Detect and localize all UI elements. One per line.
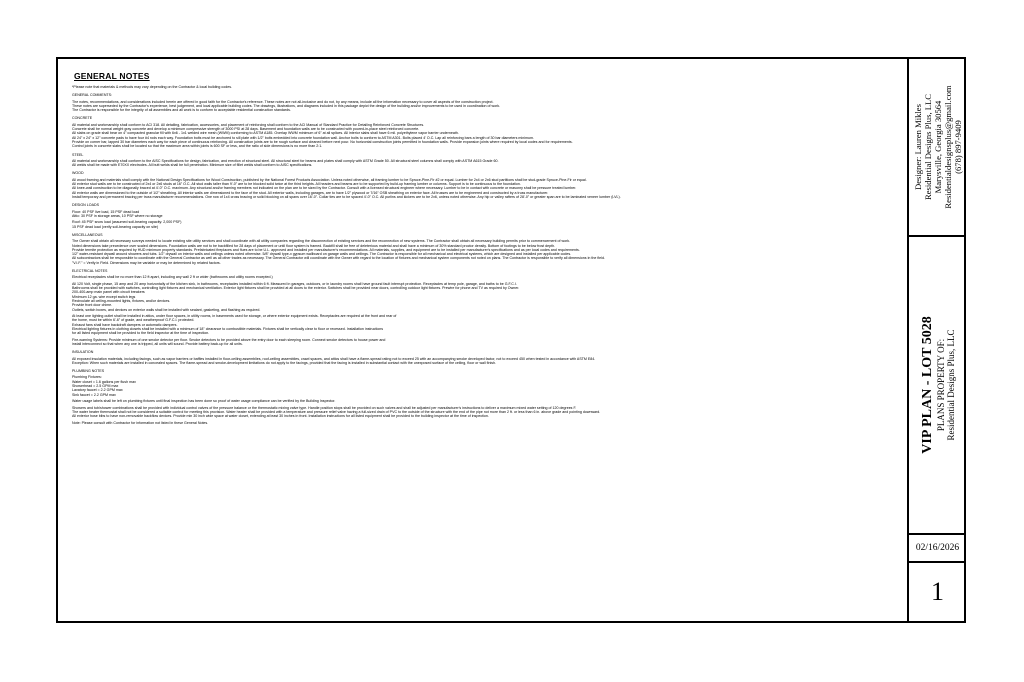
section-paragraph: Fire-warning Systems: Provide minimum of one smoke detector per floor. Smoke detectors to be provided above the entry door to each sleeping room. Connect smoke detectors to house power and install interconnect so that when any one is tripped, all units will sound. Provide battery back-up for all units.	[72, 337, 386, 346]
designer-phone: (678) 897-9409	[952, 120, 963, 174]
property-label: PLANS PROPERTY OF:	[935, 338, 946, 432]
section-paragraph: All material and workmanship shall conform to the AISC Specifications for design, fabrication, and erection of structural steel. All structural steel for beams and plates shall comply with ASTM Grade 50. All structural steel columns shall comply with ASTM A615 Grade 60. All welds shall be made with E70XX electrodes. All butt welds shall be full penetration. Minimum size of fillet welds shall conform to AISC specifications.	[72, 158, 499, 168]
plan-title-cell	[909, 237, 966, 535]
notes-title: GENERAL NOTES	[74, 71, 150, 81]
property-owner: Residential Designs Plus, LLC	[945, 329, 956, 441]
section-paragraph: All material and workmanship shall conform to ACI 318. All detailing, fabrication, accessories, and placement of reinforcing shall conform to the ACI Manual of Standard Practice for Detailing Reinforced Concrete Structures. Concrete shall be normal weight gray concrete and develop a minimum compressive strength of 3000 PSI at 28 days. Basement and foundation walls are to be constructed with poured-in-place steel reinforced concrete. All slabs on grade shall bear on 4" compacted granular fill with 6x6 - 1x1 welded wire mesh (WWM) conforming to ASTM A185. Overlap WWM minimum of 6" at all splices. All interior slabs shall have 6 mil. polyethylene vapor barrier underneath. All 24" x 24" x 12" concrete pads to have four #4 rods each way. Foundation bolts must be anchored to sill plate with 1/2" bolts embedded into concrete foundation wall. Anchor bolts to conform to ASTM A301. Bolts placed 4' O.C. Lap all reinforcing bars a length of 30 bar diameters minimum. Provide on corner bar, lapped 30 bar diameters each way for each piece of continuous reinforcing. All construction joints are to be rough surface and cleaned before next pour. No horizontal construction joints permitted in foundation walls. Provide expansion joints where required by local codes and for requirements. Control joints in concrete slabs shall be located so that the maximum area within joints is 600 SF or less, and the ratio of side dimensions is no more than 2:1.	[72, 122, 573, 149]
section-paragraph: Floor: 40 PSF live load, 15 PSF dead load Attic: 30 PSF in storage areas, 10 PSF where no storage	[72, 209, 163, 218]
section-paragraph: Showers and tub/shower combinations shall be provided with individual control valves of the pressure balance or the thermostatic mixing valve type. Handle position stops shall be provided on such valves and shall be adjusted per manufacturer's instructions to deliver a maximum mixed water setting of 120 degrees F. The water heater thermostat shall not be considered a suitable control for meeting this provision. Water heater shall be provided with a temperature and pressure relief valve having a full-sized drain of PVC to the outside of the structure with the end of the pipe not more than 2 ft. or less than 6 in. above grade and pointing downward. All exterior hose bibs to have non-removable backflow devices. Provide min 30 inch wide space at water closet, extending at least 30 inches in front. Installation instructions for all listed equipment shall be provided to the building inspector at the time of inspection.	[72, 405, 601, 419]
plan-title: VIP PLAN - LOT 5028	[919, 316, 935, 454]
plan-date: 02/16/2026	[915, 543, 960, 553]
section-heading: WOOD	[72, 171, 84, 176]
general-notes	[72, 71, 902, 616]
section-heading: DESIGN LOADS	[72, 203, 99, 208]
notes-sections	[72, 93, 902, 425]
section-paragraph: All wood framing and materials shall comply with the National Design Specifications for Wood Construction, published by the National Forest Products Association. Unless noted otherwise, all framing lumber to be Spruce-Pine-Fir #2 or equal. Lumber for 2x4 or 2x6 stud partitions shall be stud-grade Spruce-Pine-Fir or equal. All exterior stud walls are to be constructed of 2x4 or 2x6 studs at 16" O.C. All stud walls taller than 9'-0" are to be blocked solid twice at the third heights. All headers and beams are to be supported by build-up framing lumber or columns. Support is to be continuous to the foundation. All knee-wall construction to be diagonally braced at 4'-0" O.C. maximum. Any structural and/or framing members not indicated on the plan are to be sized by the Contractor. Consult with a licensed structural engineer where necessary. Lumber to be in contact with concrete or masonry shall be pressure treated lumber. All exterior walls are dimensioned to the outside of 1/2" sheathing. All interior walls are dimensioned to the face of the stud. All exterior walls, including garages, are to have 1/2" plywood or 7/16" OSB sheathing on exterior face. All trusses are to be engineered and constructed by a truss manufacturer. Install temporary and permanent bracing per truss manufacturer recommendations. One row of 1x4 cross bracing or solid blocking on all spans over 16'-0". Collar ties are to be spaced 4'-0" O.C. All purlins and kickers are to be 2x6, unless noted otherwise. Any hip or valley rafters of 28'-0" or greater span are to be laminated veneer lumber (LVL).	[72, 177, 621, 199]
section-paragraph: All exposed insulation materials, including facings, such as vapor barriers or baffles installed in floor-ceiling assemblies, roof-ceiling assemblies, crawl spaces, and attics shall have a flame-spread rating not to exceed 25 with an accompanying smoke developed factor, not to exceed 450 when tested in accordance with ASTM E84. Exception: When such materials are installed in concealed spaces. The flame-spread and smoke-development limitations do not apply to the facings, provided that the facing is installed in substantial contact with the unexposed surface of the ceiling, floor or wall finish.	[72, 356, 596, 365]
section-paragraph: Water usage labels shall be left on plumbing fixtures until final inspection has been done so proof of water usage compliance can be verified by the Building Inspector.	[72, 399, 336, 404]
designer-cell	[909, 59, 966, 237]
plan-title-block	[920, 316, 956, 453]
date-cell	[909, 535, 966, 563]
designer-name: Designer: Lauren Mikles	[912, 104, 923, 190]
section-heading: STEEL	[72, 152, 84, 157]
sheet-number-cell	[909, 563, 966, 621]
title-block	[907, 59, 966, 621]
section-paragraph: The notes, recommendations, and considerations included herein are offered in good faith for the Contractor's reference. These notes are not all-inclusive and do not, by any means, include all the information necessary to cover all aspects of the construction project. These notes are superseded by the Contractor's experience, best judgement, and local applicable building codes. The drawings, illustrations, and diagrams included in this package depict the design of the building and/or improvements to be used in coordination of work. The Contractor is responsible for the integrity of all assemblies and all work is to conform to acceptable residential construction standards.	[72, 99, 501, 113]
section-paragraph: The Owner shall obtain all necessary surveys needed to locate existing site utility services and shall coordinate with all utility companies regarding the disconnection of existing services and the reconnection of new systems. The Contractor shall obtain all necessary building permits prior to commencement of work. Noted dimensions take precedence over scaled dimensions. Foundation walls are not to be backfilled for 28 days of placement or until floor system is framed. Backfill shall be free of deleterious material and shall have a minimum of 30% standard proctor density. Bottom of footings to be below frost depth. Provide termite protection as required by HUD minimum property standards. Prefabricated fireplaces and flues are to be U.L. approved and installed per manufacturer's recommendations. All materials, supplies, and equipment are to be installed per manufacturer's specifications and as per local codes and requirements. 1/2" water-resistant drywall around showers and tubs. 1/2" drywall on interior walls and ceilings unless noted otherwise. 5/8" drywall type-x gypsum wallboard on garage walls and ceilings. The Contractor is responsible for all mechanical and electrical systems, which are designed and installed per applicable codes. All subcontractors shall be responsible to coordinate with the General Contractor as well as all other trades as necessary. The General Contractor will coordinate with the Owner with regard to the location of fixtures and mechanical system components not noted on plans. The Contractor is responsible to verify all dimensions in the field. "V.I.F." = Verify in Field. Dimensions may be variable or may be determined by related factors.	[72, 239, 605, 265]
section-heading: ELECTRICAL NOTES	[72, 268, 108, 273]
drawing-sheet	[56, 57, 966, 623]
section-heading: CONCRETE	[72, 116, 93, 121]
section-paragraph: Note: Please consult with Contractor for information not listed in these General Notes.	[72, 420, 209, 425]
designer-email: Residentialdesignsplus@gmail.com	[942, 85, 953, 209]
designer-info	[913, 85, 963, 208]
section-paragraph: Plumbing Fixtures: Water closet = 1.6 gallons per flush max Showerhead = 2.5 GPM max Lavatory faucet = 2.2 GPM max Sink faucet = 2.2 GPM max	[72, 375, 136, 397]
intro-note: *Please note that materials & methods may vary depending on the Contractor & local building codes.	[72, 85, 233, 89]
section-heading: INSULATION	[72, 350, 94, 355]
section-heading: GENERAL COMMENTS:	[72, 93, 113, 98]
section-heading: PLUMBING NOTES	[72, 369, 105, 374]
section-heading: MISCELLANEOUS	[72, 232, 103, 237]
sheet-number: 1	[931, 577, 944, 606]
section-paragraph: All 120 Volt, single phase, 15 amp and 20 amp horizontally of the kitchen sink, in bathrooms, receptacles installed within 6 ft. Measured in garages, outdoors, or in laundry rooms shall have ground fault interrupt protection. Receptacles at temp pole, garage, and baths to be G.F.C.I. Bathrooms shall be provided with switches, controlling light fixtures and mechanical ventilation. Exterior light fixtures shall be provided at all doors to the exterior. Switches shall be provided near doors, controlling outdoor light fixtures. Prewire for phone and TV as required by Owner. 200-400-amp main panel with circuit breakers Minimum 12 ga. wire except switch legs Recirculate all ceiling-mounted lights, fixtures, and/or devices. Provide front door chime. Outlets, switch boxes, and devices on exterior walls shall be installed with sealant, gasketing, and flashing as required.	[72, 281, 520, 312]
section-paragraph: At least one lighting outlet shall be installed in attics, under floor spaces, in utility rooms, in basements used for storage, or where exterior equipment exists. Receptacles are required at the front and rear of the home, must be within 6'-6" of grade, and weatherproof G.F.C.I. protected. Exhaust fans shall have backdraft dampers or automatic dampers. Electrical lighting fixtures in clothing closets shall be installed with a minimum of 18" clearance to combustible materials. Fixtures shall be vertically clear to floor or recessed. Installation instructions for all listed equipment shall be provided to the field inspector at the time of inspection.	[72, 314, 397, 336]
section-paragraph: Roof: 45 PSF snow load (assumed soil-bearing capacity: 2,000 PSF) 15 PSF dead load (verify soil-bearing capacity on site)	[72, 220, 182, 229]
section-paragraph: Electrical receptacles shall be no more than 12 ft apart, including any wall 2 ft or wider (bathrooms and utility rooms excepted.)	[72, 275, 273, 280]
designer-company: Residential Designs Plus, LLC	[922, 94, 933, 201]
designer-location: Marysville, Georgia 30564	[932, 100, 943, 194]
